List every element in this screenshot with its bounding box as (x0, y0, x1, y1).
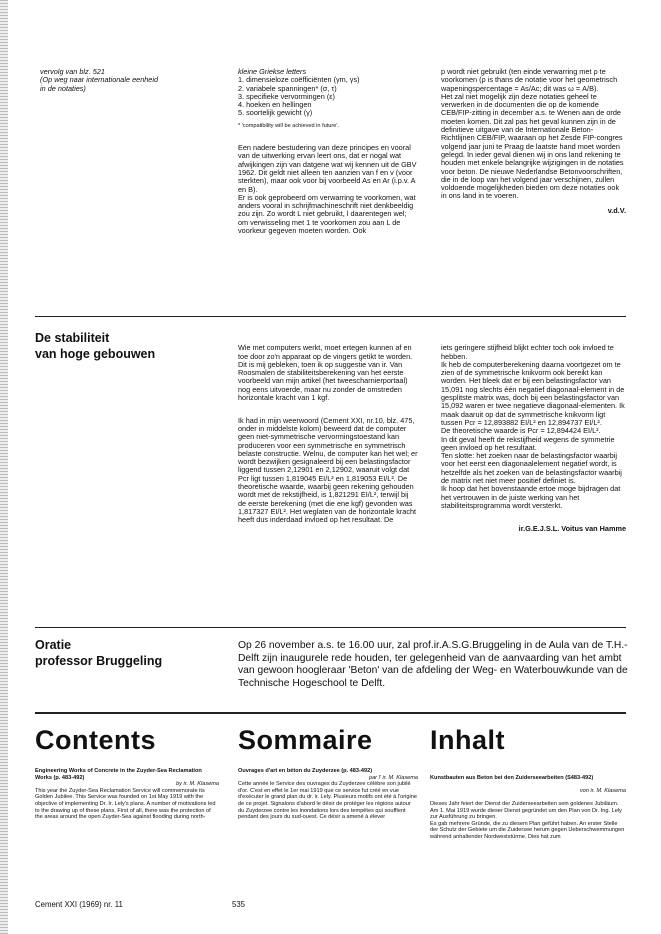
divider (35, 627, 626, 628)
notation-column-3 (441, 68, 626, 215)
page-number: 535 (232, 900, 246, 909)
greek-list-item: 1. dimensieloze coëfficiënten (γm, γs) (238, 75, 360, 85)
notation-column-2 (238, 68, 418, 241)
sommaire-summary (238, 768, 418, 821)
summary-author: von ir. M. Klasema (579, 787, 626, 794)
greek-list-item: 5. soortelijk gewicht (γ) (238, 108, 313, 118)
summary-author: par l' ir. M. Klasema (368, 774, 418, 781)
summary-heading: Ouvrages d'art en béton du Zuyderzee (p. 483-492) (238, 768, 373, 774)
paragraph: Wie met computers werkt, moet ertegen kunnen af en toe door zo'n apparaat op de vingers getikt te worden. Dit is mij gebleken, toen ik op suggestie van ir. Van Roosmalen de stabiliteitsberekening van het eerste voorbeeld van mijn artikel (het tweescharnierportaal) nog eens uitvoerde, maar nu zonder de omstreden horizontale kracht van 1 kgf. (238, 343, 413, 403)
greek-list-item: 3. specifieke vervormingen (ε) (238, 91, 335, 101)
summary-text: This year the Zuyder-Sea Reclamation Service will commemorate its Golden Jubilee. This Service was founded on 1st May 1919 with the objective of implementing Dr. Ir. Lely's plans. A number of motivations led to the drawing up of these plans. First of all, there was the protection of the areas around the open Zuyder-Sea against flooding during north- (35, 787, 216, 821)
inhalt-title: Inhalt (430, 725, 505, 755)
summary-author: by ir. M. Klasema (176, 781, 219, 788)
contents-summary (35, 768, 219, 821)
contents-title: Contents (35, 725, 156, 755)
section-title-stability: De stabiliteit van hoge gebouwen (35, 331, 156, 361)
inhalt-summary (430, 768, 626, 847)
paragraph: p wordt niet gebruikt (ten einde verwarring met ρ te voorkomen (ρ is thans de notatie voor het geometrisch wapeningspercentage = As/Ac; dit was ω = A/B). (441, 67, 618, 93)
journal-reference: Cement XXI (1969) nr. 11 (35, 900, 123, 909)
stability-column-3 (441, 336, 626, 541)
continuation-note: vervolg van blz. 521 (Op weg naar internationale eenheid in de notaties) (40, 67, 159, 93)
author-signature: v.d.V. (607, 205, 626, 215)
summary-heading: Engineering Works of Concrete in the Zuyder-Sea Reclamation Works (p. 483-492) (35, 768, 202, 781)
paragraph: Ik had in mijn weerwoord (Cement XXI, nr.10, blz. 475, onder in middelste kolom) beweerd dat de computer geen niet-symmetrische vervormingstoestand kan produceren voor een symmetrische en symmetrisch belaste constructie. Welnu, de computer kan het wel; er wordt bezwijken gesignaleerd bij een belastingsfactor liggend tussen 2,12901 en 2,12902, waaruit volgt dat Pcr ligt tussen 1,819045 EI/L² en 1,819053 EI/L². De theoretische waarde, waarbij geen rekening gehouden wordt met de rekstijfheid, is 1,821291 EI/L², terwijl bij de eerste berekening (met die ene kgf) gevonden was 1,817327 EI/L². Het weglaten van de horizontale kracht heeft dus inderdaad invloed op het resultaat. De (238, 415, 418, 525)
summary-text: Cette année le Service des ouvrages du Zuyderzee célèbre son jubilé d'or. C'est en effet le 1er mai 1919 que ce service fut créé en vue d'exécuter le grand plan du dr. ir. Lely. Plusieurs motifs ont été à l'origine de ce projet. Signalons d'abord le désir de protéger les régions autour du Zuyderzee contre les inondations lors des tempêtes qui soufflent pendant des jours du sud-ouest. Ce désir a amené à élever (238, 781, 417, 821)
sommaire-title: Sommaire (238, 725, 373, 755)
section-title-oratie: Oratie professor Bruggeling (35, 638, 163, 668)
greek-list-heading: kleine Griekse letters (238, 67, 307, 76)
author-signature: ir.G.E.J.S.L. Voitus van Hamme (518, 523, 626, 533)
scan-edge (0, 0, 8, 934)
summary-text: Dieses Jahr feiert der Dienst der Zuiderseearbeiten sein goldenes Jubiläum. Am 1. Mai 1919 wurde dieser Dienst gegründet um den Plan von Dr. Ing. Lely zur Ausführung zu bringen. Es gab mehrere Gründe, die zu diesem Plan geführt haben. An erster Stelle der Schutz der Gebiete um die Zuidersee herum gegen Ueberschwemmungen während anhaltender Nordweststürme. Dies hat zum (430, 800, 625, 840)
stability-column-2 (238, 336, 418, 539)
summary-heading: Kunstbauten aus Beton bei den Zuiderseearbeiten (S483-492) (430, 774, 594, 781)
paragraph: Een nadere bestudering van deze principes en vooral van de uitwerking ervan leert ons, dat er nogal wat afwijkingen zijn van datgene wat wij kennen uit de GBV 1962. Dit geldt niet alleen ten aanzien van f en v (voor sterkten), maar ook voor bij voorbeeld As en Ar (i.p.v. A en B). (238, 143, 417, 194)
paragraph: iets geringere stijfheid blijkt echter toch ook invloed te hebben. Ik heb de computerberekening daarna voortgezet om te zien of de symmetrische knikvorm ook bereikt kan worden. Het bleek dat er bij een belastingsfactor van 15,091 nog slechts één negatief diagonaal-element in de gesplitste matrix was, doch bij een belastingsfactor van 15,092 waren er twee negatieve diagonaal-elementen. Ik maak daaruit op dat de symmetrische knikvorm ligt tussen Pcr = 12,893882 EI/L² en 12,894737 EI/L². De theoretische waarde is Pcr = 12,894424 EI/L². In dit geval heeft de rekstijfheid wegens de symmetrie geen invloed op het resultaat. Ten slotte: het zoeken naar de belastingsfactor waarbij voor het eerst een diagonaalelement negatief wordt, is hetzelfde als het zoeken van de belastingsfactor waarbij de matrix net niet meer positief definiet is. Ik hoop dat het bovenstaande ertoe moge bijdragen dat het vertrouwen in de juiste werking van het stabiliteitsprogramma wordt versterkt. (441, 343, 625, 510)
paragraph: Er is ook geprobeerd om verwarring te voorkomen, wat anders vooral in schrijfmachineschrift niet denkbeeldig zou zijn. Zo wordt L niet gebruikt, l daarentegen wel; om verwisseling met 1 te voorkomen zou aan L de voorkeur gegeven moeten worden. Ook (238, 192, 416, 236)
paragraph: Het zal niet mogelijk zijn deze notaties geheel te verwerken in de documenten die op de komende CEB/FIP-zitting in december a.s. te Wenen aan de orde moeten komen. Dit zal pas het geval kunnen zijn in de definitieve uitgave van de Internationale Beton-Richtlijnen CEB/FIP, waaraan op het Zesde FIP-congres volgend jaar juni te Praag de laatste hand moet worden gelegd. In ieder geval dienen wij in ons land rekening te houden met enkele belangrijke wijzigingen in de notaties voor beton. De nieuwe Nederlandse Betonvoorschriften, die in de loop van het volgend jaar verschijnen, zullen voldoende mogelijkheden bieden om deze notaties ook in ons land in te voeren. (441, 91, 624, 201)
oratie-announcement: Op 26 november a.s. te 16.00 uur, zal prof.ir.A.S.G.Bruggeling in de Aula van de T.H.-Delft zijn inaugurele rede houden, ter gelegenheid van de aanvaarding van het ambt van gewoon hoogleraar 'Beton' van de afdeling der Weg- en Waterbouwkunde van de Technische Hogeschool te Delft. (238, 640, 628, 689)
divider (35, 316, 626, 317)
greek-list-item: 4. hoeken en hellingen (238, 100, 312, 110)
divider (35, 712, 626, 714)
footnote: * 'compatibility will be achieved in future'. (238, 122, 340, 129)
greek-list-item: 2. variabele spanningen* (σ, τ) (238, 83, 337, 93)
